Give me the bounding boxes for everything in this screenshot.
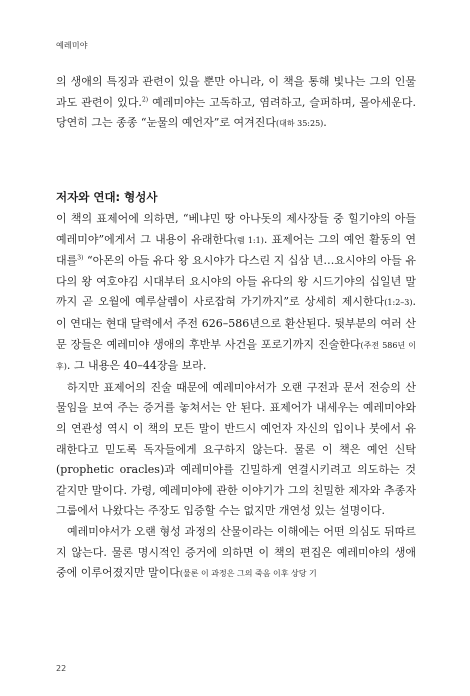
text-segment: . 그 내용은 40–44장을 보라.: [66, 359, 207, 373]
bible-reference: (대하 35:25): [276, 119, 324, 129]
bible-reference: (렘 1:1): [233, 235, 264, 245]
text-segment: 예레미야는 고독하고, 염려하고, 슬퍼하며, 몰아세운다. 당연히 그는 종종 “눈물의 예언자”로 여겨진다: [56, 95, 416, 130]
text-segment: . 표제어는 그의 예언 활동의 연대를: [56, 232, 416, 268]
section-block: [56, 188, 416, 585]
paragraph-2: 하지만 표제어의 진술 때문에 예레미야서가 오랜 구전과 문서 전승의 산물임을 보여 주는 증거를 놓쳐서는 안 된다. 표제어가 내세우는 예레미야와의 연관성 역시 이 책의 모든 말이 반드시 예언자 자신의 입이나 붓에서 유래한다고 믿도록 독자들에게 요구하지 않는다. 물론 이 책은 예언 신탁(prophetic oracles)과 예레미야를 긴밀하게 연결시키려고 의도하는 것 같지만 말이다. 가령, 예레미야에 관한 이야기가 그의 친밀한 제자와 추종자 그룹에서 나왔다는 주장도 입증할 수는 없지만 개연성 있는 설명이다.: [56, 380, 416, 518]
intro-paragraph: [56, 72, 416, 135]
parenthetical-aside: (물론 이 과정은 그의 죽음 이후 상당 기: [179, 569, 317, 579]
text-segment: 예레미야서가 오랜 형성 과정의 산물이라는 이해에는 어떤 의심도 뒤따르지 않는다. 물론 명시적인 증거에 의하면 이 책의 편집은 예레미야의 생애 중에 이루어졌지만 말이다: [56, 524, 416, 580]
bible-reference: (1:2–3): [384, 298, 413, 308]
footnote-marker[interactable]: 2): [141, 95, 149, 103]
text-segment: . 이 연대는 현대 달력에서 주전 626–586년으로 환산된다. 뒷부분의 여러 산문 장들은 예레미야 생애의 후반부 사건을 포로기까지 진술한다: [56, 295, 416, 351]
text-segment: .: [323, 116, 327, 130]
text-segment: “아몬의 아들 유다 왕 요시야가 다스린 지 십삼 년…요시야의 아들 유다의 왕 여호야김 시대부터 요시야의 아들 유다의 왕 시드기야의 십일년 말까지 곧 오월에 예루살렘이 사로잡혀 가기까지”로 상세히 제시한다: [56, 254, 416, 309]
section-heading: 저자와 연대: 형성사: [56, 190, 158, 204]
intro-block: [56, 72, 416, 135]
date-aside: (주전 586년 이후): [56, 340, 416, 372]
paragraph-3: [56, 522, 416, 585]
running-header: 예레미야: [56, 41, 88, 50]
footnote-marker[interactable]: 3): [77, 254, 84, 262]
paragraph-1: [56, 209, 416, 378]
text-segment: 의 생애의 특징과 관련이 있을 뿐만 아니라, 이 책을 통해 빛나는 그의 인물과도 관련이 있다.: [56, 75, 416, 109]
text-segment: 이 책의 표제어에 의하면, “베냐민 땅 아나돗의 제사장들 중 힐기야의 아들 예레미야”에게서 그 내용이 유래한다: [56, 212, 416, 246]
page-number: 22: [56, 664, 67, 673]
